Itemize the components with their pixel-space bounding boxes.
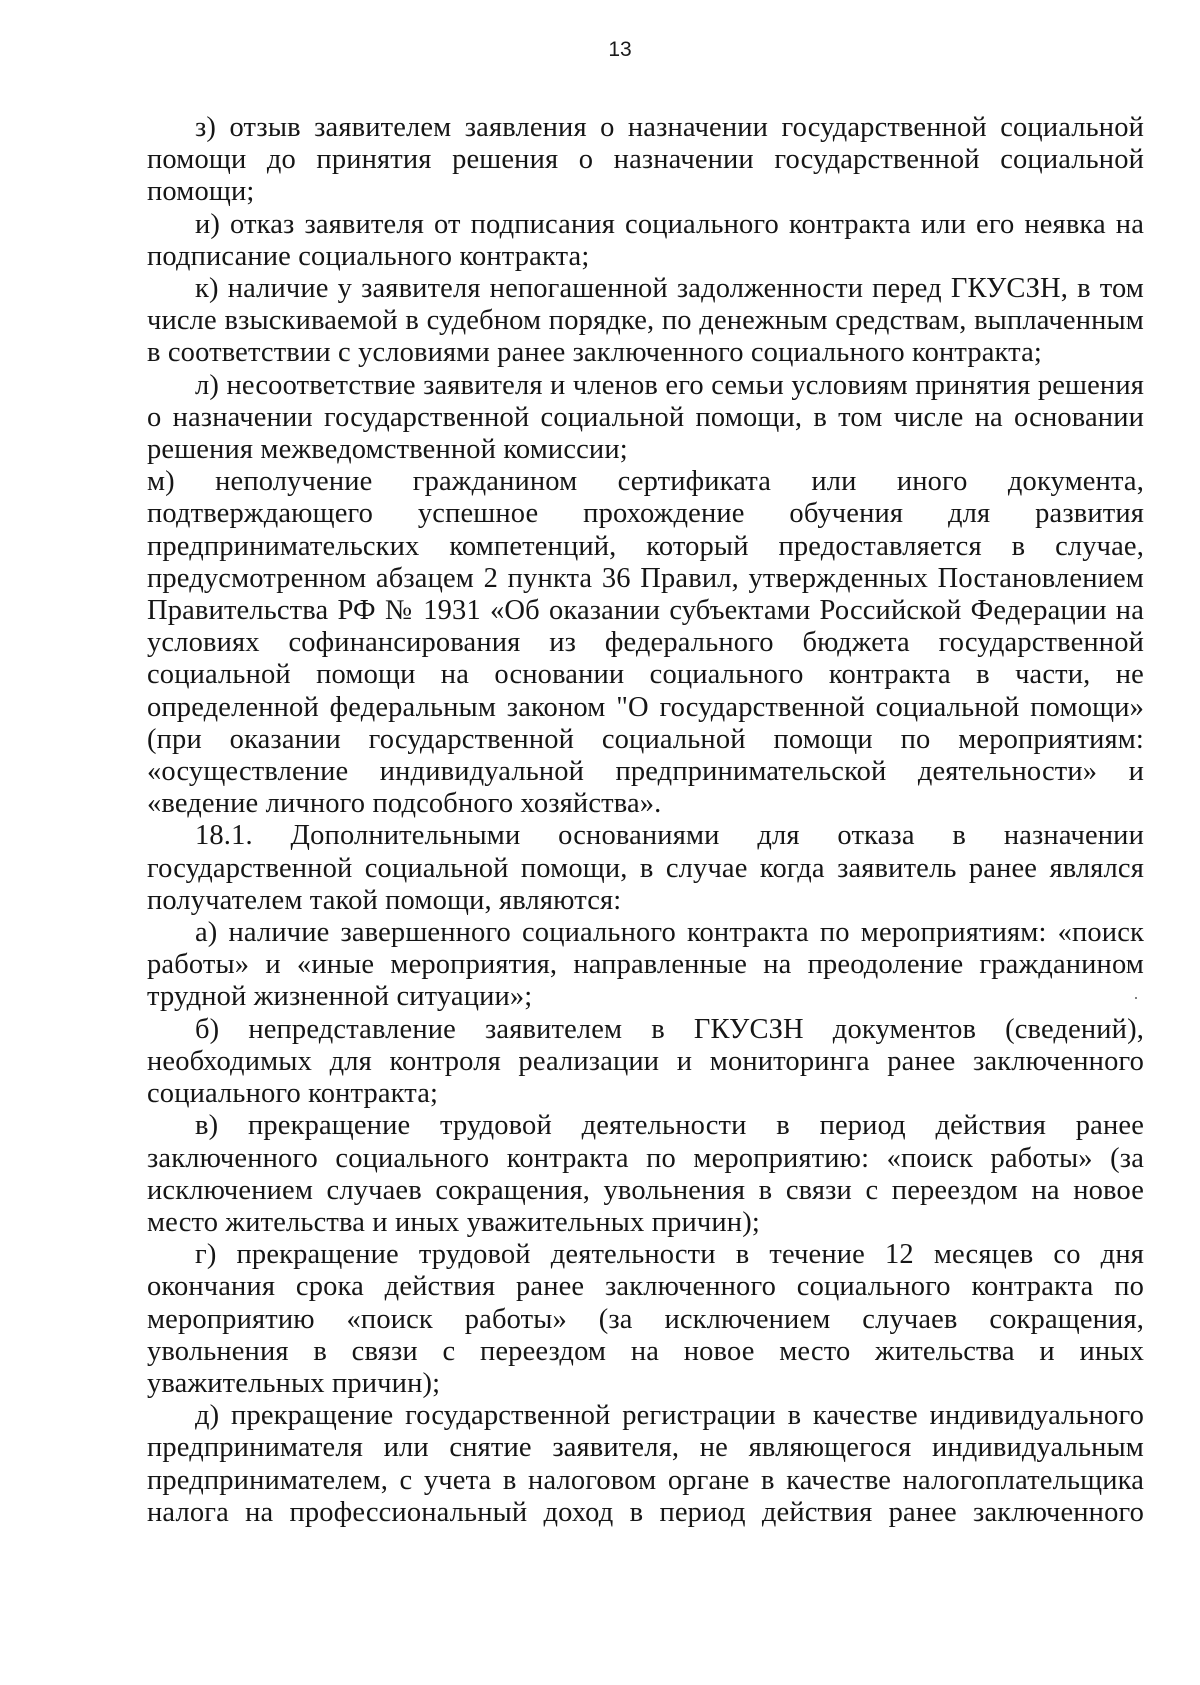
document-body <box>147 112 1144 1529</box>
paragraph-v: в) прекращение трудовой деятельности в период действия ранее заключенного социального контракта по мероприятию: «поиск работы» (за исключением случаев сокращения, увольнения в связи с переездом на новое место жительства и иных уважительных причин); <box>147 1110 1144 1238</box>
paragraph-b: б) непредставление заявителем в ГКУСЗН документов (сведений), необходимых для контроля реализации и мониторинга ранее заключенного социального контракта; <box>147 1013 1144 1110</box>
paragraph-18-1: 18.1. Дополнительными основаниями для отказа в назначении государственной социальной помощи, в случае когда заявитель ранее являлся получателем такой помощи, являются: <box>147 820 1144 916</box>
paragraph-d: д) прекращение государственной регистрации в качестве индивидуального предпринимателя или снятие заявителя, не являющегося индивидуальным предпринимателем, с учета в налоговом органе в качестве налогоплательщика налога на профессиональный доход в период действия ранее заключенного <box>147 1400 1144 1528</box>
paragraph-k: к) наличие у заявителя непогашенной задолженности перед ГКУСЗН, в том числе взыскиваемой в судебном порядке, по денежным средствам, выплаченным в соответствии с условиями ранее заключенного социального контракта; <box>147 273 1144 369</box>
paragraph-l: л) несоответствие заявителя и членов его семьи условиям принятия решения о назначении государственной социальной помощи, в том числе на основании решения межведомственной комиссии; <box>147 369 1144 466</box>
page-number: 13 <box>608 38 632 61</box>
paragraph-z: з) отзыв заявителем заявления о назначении государственной социальной помощи до принятия решения о назначении государственной социальной помощи; <box>147 112 1144 208</box>
paragraph-a: а) наличие завершенного социального контракта по мероприятиям: «поиск работы» и «иные мероприятия, направленные на преодоление гражданином трудной жизненной ситуации»; <box>147 917 1144 1013</box>
scan-speck <box>1135 997 1137 999</box>
paragraph-i: и) отказ заявителя от подписания социального контракта или его неявка на подписание социального контракта; <box>147 208 1144 272</box>
paragraph-g: г) прекращение трудовой деятельности в течение 12 месяцев со дня окончания срока действия ранее заключенного социального контракта по мероприятию «поиск работы» (за исключением случаев сокращения, увольнения в связи с переездом на новое место жительства и иных уважительных причин); <box>147 1239 1144 1399</box>
paragraph-m: м) неполучение гражданином сертификата или иного документа, подтверждающего успешное прохождение обучения для развития предпринимательских компетенций, который предоставляется в случае, предусмотренном абзацем 2 пункта 36 Правил, утвержденных Постановлением Правительства РФ № 1931 «Об оказании субъектами Российской Федерации на условиях софинансирования из федерального бюджета государственной социальной помощи на основании социального контракта в части, не определенной федеральным законом "О государственной социальной помощи» (при оказании государственной социальной помощи по мероприятиям: «осуществление индивидуальной предпринимательской деятельности» и «ведение личного подсобного хозяйства». <box>147 466 1144 820</box>
